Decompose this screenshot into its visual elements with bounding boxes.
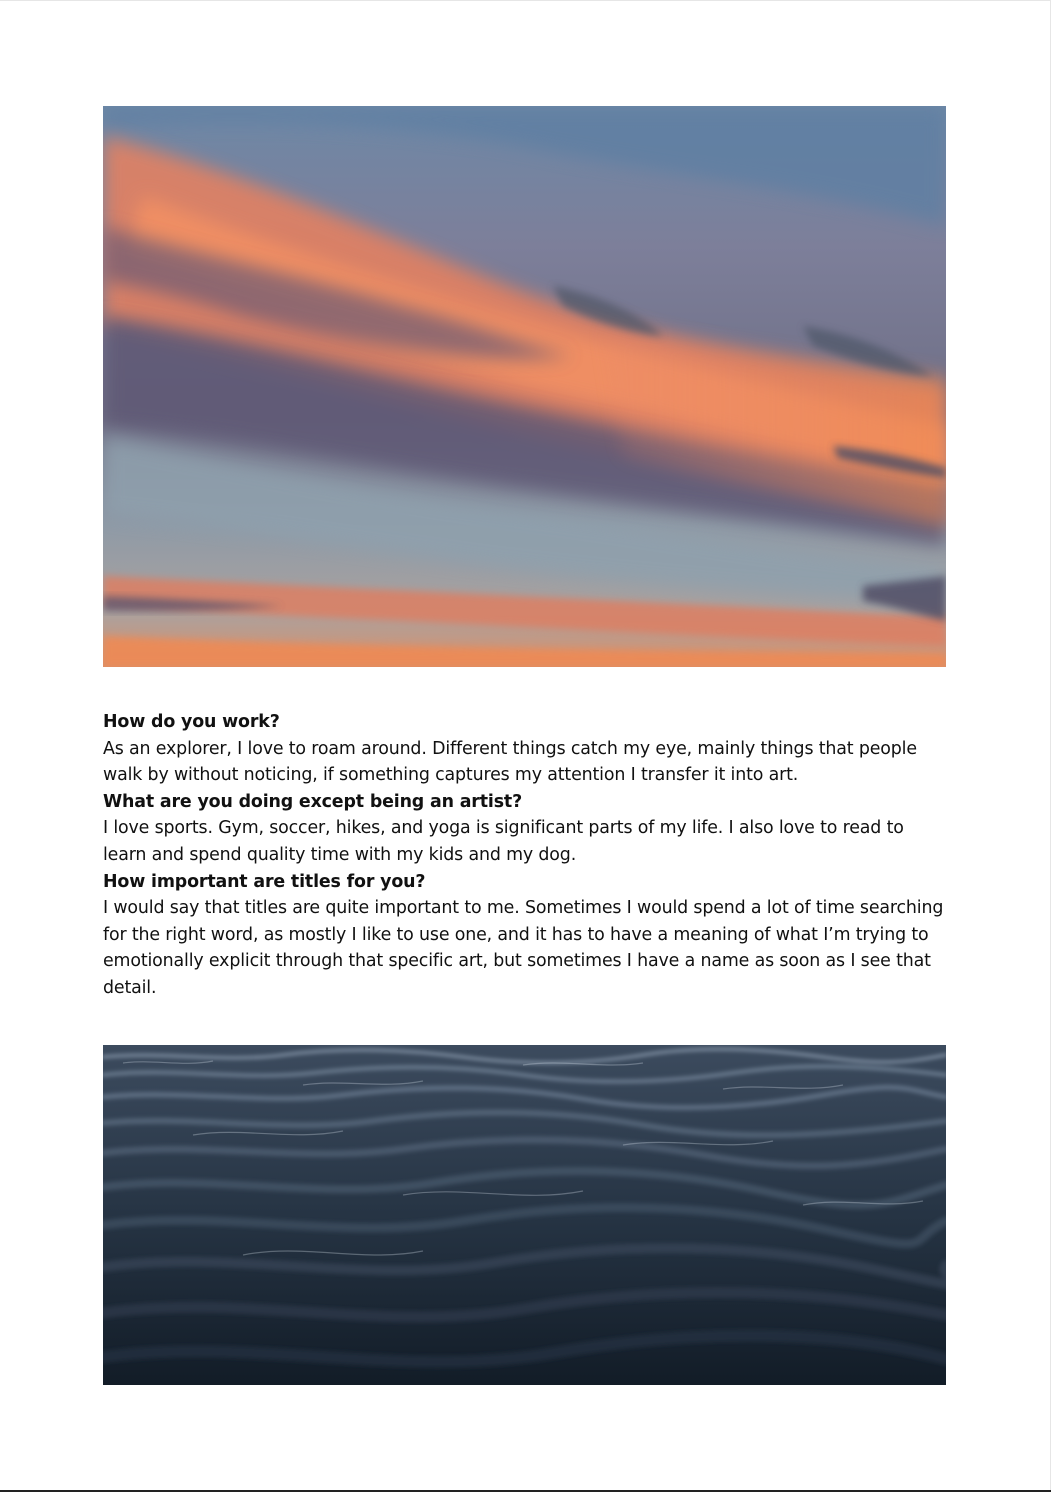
interview-text [103, 709, 946, 1002]
answer-3: I would say that titles are quite important to me. Sometimes I would spend a lot of time searching for the right word, as mostly I like to use one, and it has to have a meaning of what I’m trying to emotionally explicit through that specific art, but sometimes I have a name as soon as I see that detail. [103, 898, 944, 998]
sunset-clouds-image [103, 106, 946, 667]
sunset-clouds-photo [103, 106, 946, 667]
question-1: How do you work? [103, 712, 280, 732]
answer-2: I love sports. Gym, soccer, hikes, and yoga is significant parts of my life. I also love to read to learn and spend quality time with my kids and my dog. [103, 818, 904, 865]
answer-1: As an explorer, I love to roam around. Different things catch my eye, mainly things that people walk by without noticing, if something captures my attention I transfer it into art. [103, 738, 917, 786]
question-2: What are you doing except being an artist? [103, 791, 523, 812]
question-3: How important are titles for you? [103, 871, 426, 892]
ocean-waves-photo [103, 1045, 946, 1385]
ocean-waves-image [103, 1045, 946, 1385]
